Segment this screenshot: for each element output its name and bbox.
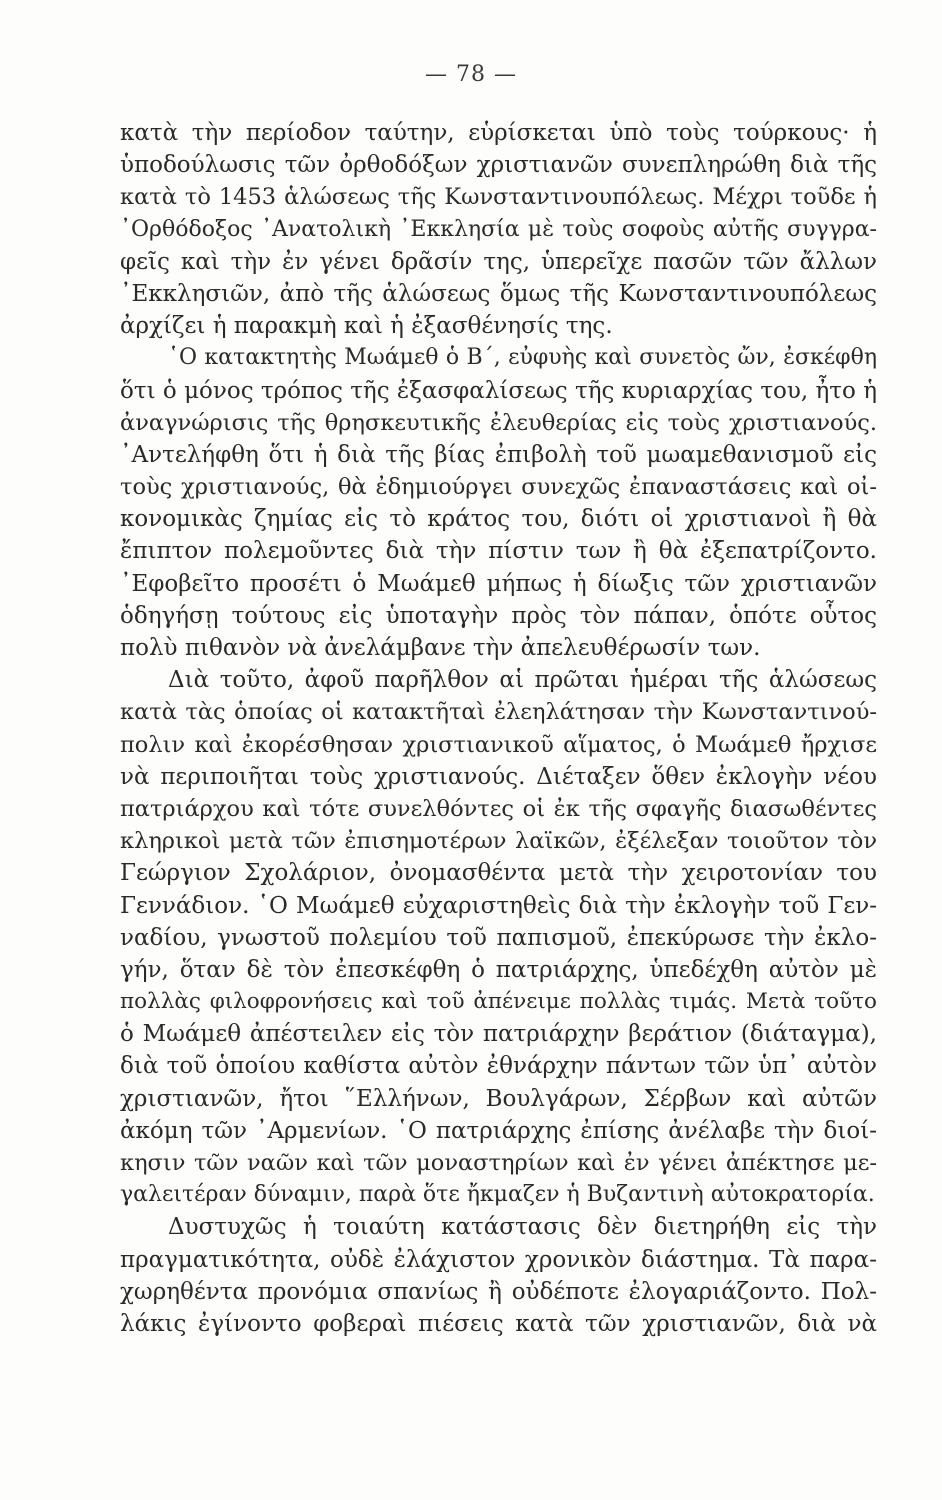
text-line: ᾿Αντελήφθη ὅτι ἡ διὰ τῆς βίας ἐπιβολὴ τοῦ μωαμεθανισμοῦ εἰς	[120, 441, 877, 468]
text-line: πολὺ πιθανὸν νὰ ἀνελάμβανε τὴν ἀπελευθέρωσίν των.	[120, 635, 761, 661]
text-line: ἔπιπτον πολεμοῦντες διὰ τὴν πίστιν των ἢ θὰ ἐξεπατρίζοντο.	[120, 538, 877, 565]
text-line: ἀρχίζει ἡ παρακμὴ καὶ ἡ ἐξασθένησίς της.	[120, 313, 613, 340]
text-line: Γεννάδιον. ῾Ο Μωάμεθ εὐχαριστηθεὶς διὰ τὴν ἐκλογὴν τοῦ Γεν-	[120, 892, 877, 919]
body-text	[120, 117, 877, 1340]
text-line: ὑποδούλωσις τῶν ὀρθοδόξων χριστιανῶν συνεπληρώθη διὰ τῆς	[120, 152, 877, 179]
text-line: διὰ τοῦ ὁποίου καθίστα αὐτὸν ἐθνάρχην πάντων τῶν ὑπ᾿ αὐτὸν	[120, 1053, 877, 1080]
text-line: κατὰ τὴν περίοδον ταύτην, εὑρίσκεται ὑπὸ τοὺς τούρκους· ἡ	[120, 120, 877, 146]
text-line: ᾿Ορθόδοξος ᾿Ανατολικὴ ᾿Εκκλησία μὲ τοὺς σοφοὺς αὐτῆς συγγρα-	[120, 216, 877, 242]
text-line: ναδίου, γνωστοῦ πολεμίου τοῦ παπισμοῦ, ἐπεκύρωσε τὴν ἐκλο-	[120, 924, 877, 951]
text-line: πολιν καὶ ἐκορέσθησαν χριστιανικοῦ αἵματος, ὁ Μωάμεθ ἤρχισε	[120, 731, 877, 758]
text-line: ᾿Εκκλησιῶν, ἀπὸ τῆς ἁλώσεως ὅμως τῆς Κωνσταντινουπόλεως	[120, 280, 877, 307]
text-line: ὅτι ὁ μόνος τρόπος τῆς ἐξασφαλίσεως τῆς κυριαρχίας του, ἦτο ἡ	[120, 377, 877, 404]
text-line: χωρηθέντα προνόμια σπανίως ἢ οὐδέποτε ἐλογαριάζοντο. Πολ-	[120, 1278, 877, 1305]
text-line: Δυστυχῶς ἡ τοιαύτη κατάστασις δὲν διετηρήθη εἰς τὴν	[168, 1214, 877, 1241]
text-line: πατριάρχου καὶ τότε συνελθόντες οἱ ἐκ τῆς σφαγῆς διασωθέντες	[120, 795, 877, 822]
text-line: κονομικὰς ζημίας εἰς τὸ κράτος του, διότι οἱ χριστιανοὶ ἢ θὰ	[120, 506, 877, 533]
text-line: γήν, ὅταν δὲ τὸν ἐπεσκέφθη ὁ πατριάρχης, ὑπεδέχθη αὐτὸν μὲ	[120, 956, 877, 983]
text-line: ἀναγνώρισις τῆς θρησκευτικῆς ἐλευθερίας εἰς τοὺς χριστιανούς.	[120, 409, 877, 436]
text-line: κατὰ τὸ 1453 ἁλώσεως τῆς Κωνσταντινουπόλεως. Μέχρι τοῦδε ἡ	[120, 184, 877, 211]
text-line: τοὺς χριστιανούς, θὰ ἐδημιούργει συνεχῶς ἐπαναστάσεις καὶ οἰ-	[120, 474, 877, 501]
text-line: κησιν τῶν ναῶν καὶ τῶν μοναστηρίων καὶ ἐν γένει ἀπέκτησε με-	[120, 1150, 877, 1176]
text-line: Διὰ τοῦτο, ἀφοῦ παρῆλθον αἱ πρῶται ἡμέραι τῆς ἁλώσεως	[168, 667, 877, 694]
text-line: πραγματικότητα, οὐδὲ ἐλάχιστον χρονικὸν διάστημα. Τὰ παρα-	[120, 1246, 877, 1273]
text-line: Γεώργιον Σχολάριον, ὀνομασθέντα μετὰ τὴν χειροτονίαν του	[120, 860, 877, 887]
text-line: κατὰ τὰς ὁποίας οἱ κατακτῆταὶ ἐλεηλάτησαν τὴν Κωνσταντινού-	[120, 699, 877, 726]
text-line: ὁδηγήσῃ τούτους εἰς ὑποταγὴν πρὸς τὸν πάπαν, ὁπότε οὗτος	[120, 602, 877, 629]
text-line: φεῖς καὶ τὴν ἐν γένει δρᾶσίν της, ὑπερεῖχε πασῶν τῶν ἄλλων	[120, 248, 877, 275]
text-line: νὰ περιποιῆται τοὺς χριστιανούς. Διέταξεν ὅθεν ἐκλογὴν νέου	[120, 763, 877, 790]
page-number: — 78 —	[425, 62, 517, 87]
text-line: γαλειτέραν δύναμιν, παρὰ ὅτε ἤκμαζεν ἡ Βυζαντινὴ αὐτοκρατορία.	[120, 1182, 875, 1208]
text-line: ὁ Μωάμεθ ἀπέστειλεν εἰς τὸν πατριάρχην βεράτιον (διάταγμα),	[120, 1021, 877, 1048]
text-line: ῾Ο κατακτητὴς Μωάμεθ ὁ Β΄, εὐφυὴς καὶ συνετὸς ὤν, ἐσκέφθη	[168, 345, 877, 371]
text-line: πολλὰς φιλοφρονήσεις καὶ τοῦ ἀπένειμε πολλὰς τιμάς. Μετὰ τοῦτο	[120, 989, 877, 1015]
text-line: ἀκόμη τῶν ᾿Αρμενίων. ῾Ο πατριάρχης ἐπίσης ἀνέλαβε τὴν διοί-	[120, 1117, 877, 1144]
text-line: ᾿Εφοβεῖτο προσέτι ὁ Μωάμεθ μήπως ἡ δίωξις τῶν χριστιανῶν	[120, 570, 877, 597]
text-line: λάκις ἐγίνοντο φοβεραὶ πιέσεις κατὰ τῶν χριστιανῶν, διὰ νὰ	[120, 1310, 877, 1337]
text-line: χριστιανῶν, ἤτοι ῞Ελλήνων, Βουλγάρων, Σέρβων καὶ αὐτῶν	[120, 1085, 877, 1112]
text-line: κληρικοὶ μετὰ τῶν ἐπισημοτέρων λαϊκῶν, ἐξέλεξαν τοιοῦτον τὸν	[120, 828, 877, 855]
